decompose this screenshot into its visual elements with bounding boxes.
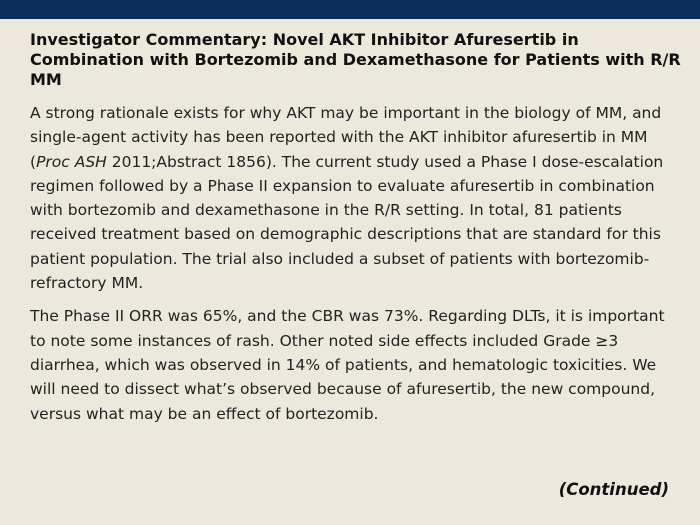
paragraph-1-text-after-reference: 2011;Abstract 1856). The current study used a Phase I dose-escalation regimen followed by a Phase II expansion to evaluate afuresertib in combination with bortezomib and dexamethasone in the R/R setting. In total, 81 patients received treatment based on demographic descriptions that are standard for this patient population. The trial also included a subset of patients with bortezomib-refractory MM. (30, 152, 664, 293)
commentary-paragraph-2: The Phase II ORR was 65%, and the CBR was 73%. Regarding DLTs, it is important to note some instances of rash. Other noted side effects included Grade ≥3 diarrhea, which was observed in 14% of patients, and hematologic toxicities. We will need to dissect what’s observed because of afuresertib, the new compound, versus what may be an effect of bortezomib. (30, 307, 665, 423)
paragraph-1-text-before-reference: A strong rationale exists for why AKT may be important in the biology of MM, and single-agent activity has been reported with the AKT inhibitor afuresertib in MM ( (30, 104, 662, 171)
slide-content (30, 30, 682, 426)
journal-reference: Proc ASH (36, 152, 107, 171)
top-banner-bar (0, 0, 700, 19)
commentary-paragraph-1 (30, 101, 682, 295)
continued-label: (Continued) (558, 480, 669, 499)
slide-title: Investigator Commentary: Novel AKT Inhibitor Afuresertib in Combination with Bortezomib and Dexamethasone for Patients with R/R MM (30, 30, 681, 89)
